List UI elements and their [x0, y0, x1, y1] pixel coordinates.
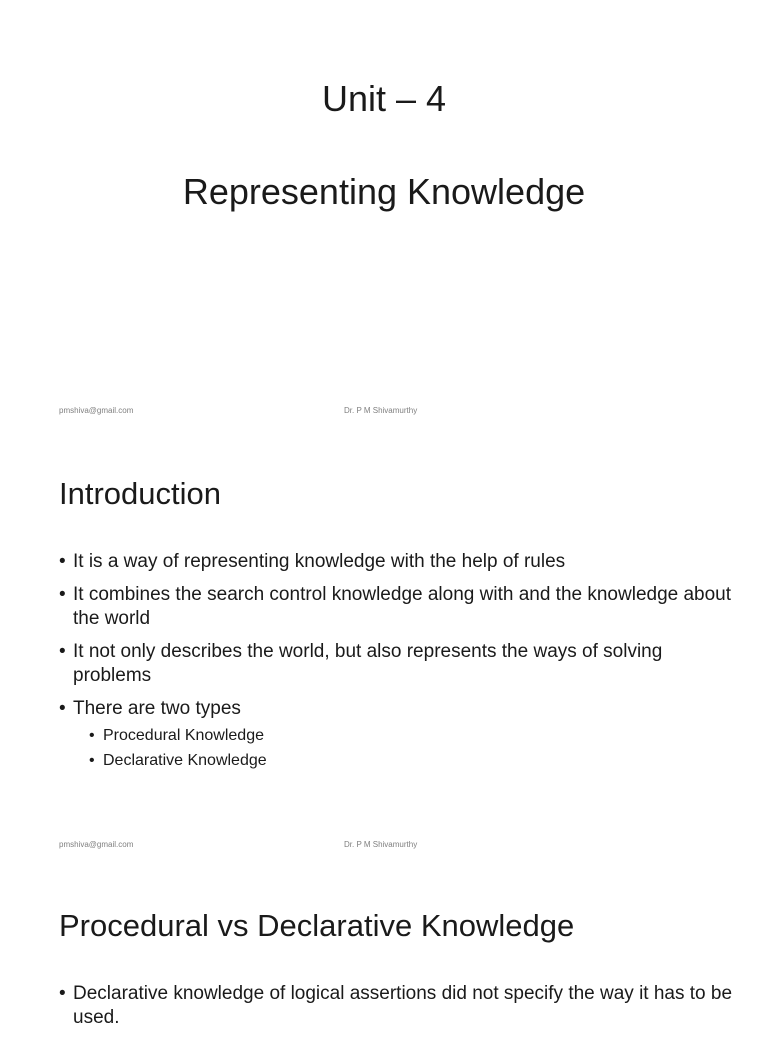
bullet-text: There are two types [73, 698, 241, 719]
sub-bullet-list [73, 723, 739, 773]
bullet-item: • It combines the search control knowledge along with and the knowledge about the world [59, 583, 739, 631]
slide-title [0, 0, 768, 432]
bullet-item: • Declarative knowledge of logical assertions did not specify the way it has to be used. [59, 982, 739, 1030]
slide-introduction [0, 432, 768, 864]
footer-author: Dr. P M Shivamurthy [344, 406, 418, 415]
footer-email: pmshiva@gmail.com [59, 840, 134, 849]
bullet-item: • It is a way of representing knowledge with the help of rules [59, 550, 739, 574]
slide-heading: Procedural vs Declarative Knowledge [59, 908, 575, 943]
footer-author: Dr. P M Shivamurthy [344, 840, 418, 849]
unit-title: Unit – 4 [321, 78, 447, 119]
bullet-list [59, 550, 739, 782]
sub-bullet-item: • Declarative Knowledge [89, 748, 739, 773]
bullet-list [59, 982, 739, 1039]
sub-bullet-item: • Procedural Knowledge [89, 723, 739, 748]
bullet-item: • It not only describes the world, but also represents the ways of solving problems [59, 640, 739, 688]
slide-heading: Introduction [59, 476, 221, 511]
slide-procedural-vs-declarative [0, 864, 768, 1028]
footer-email: pmshiva@gmail.com [59, 406, 134, 415]
slide-subtitle: Representing Knowledge [182, 171, 586, 212]
bullet-item [59, 697, 739, 773]
